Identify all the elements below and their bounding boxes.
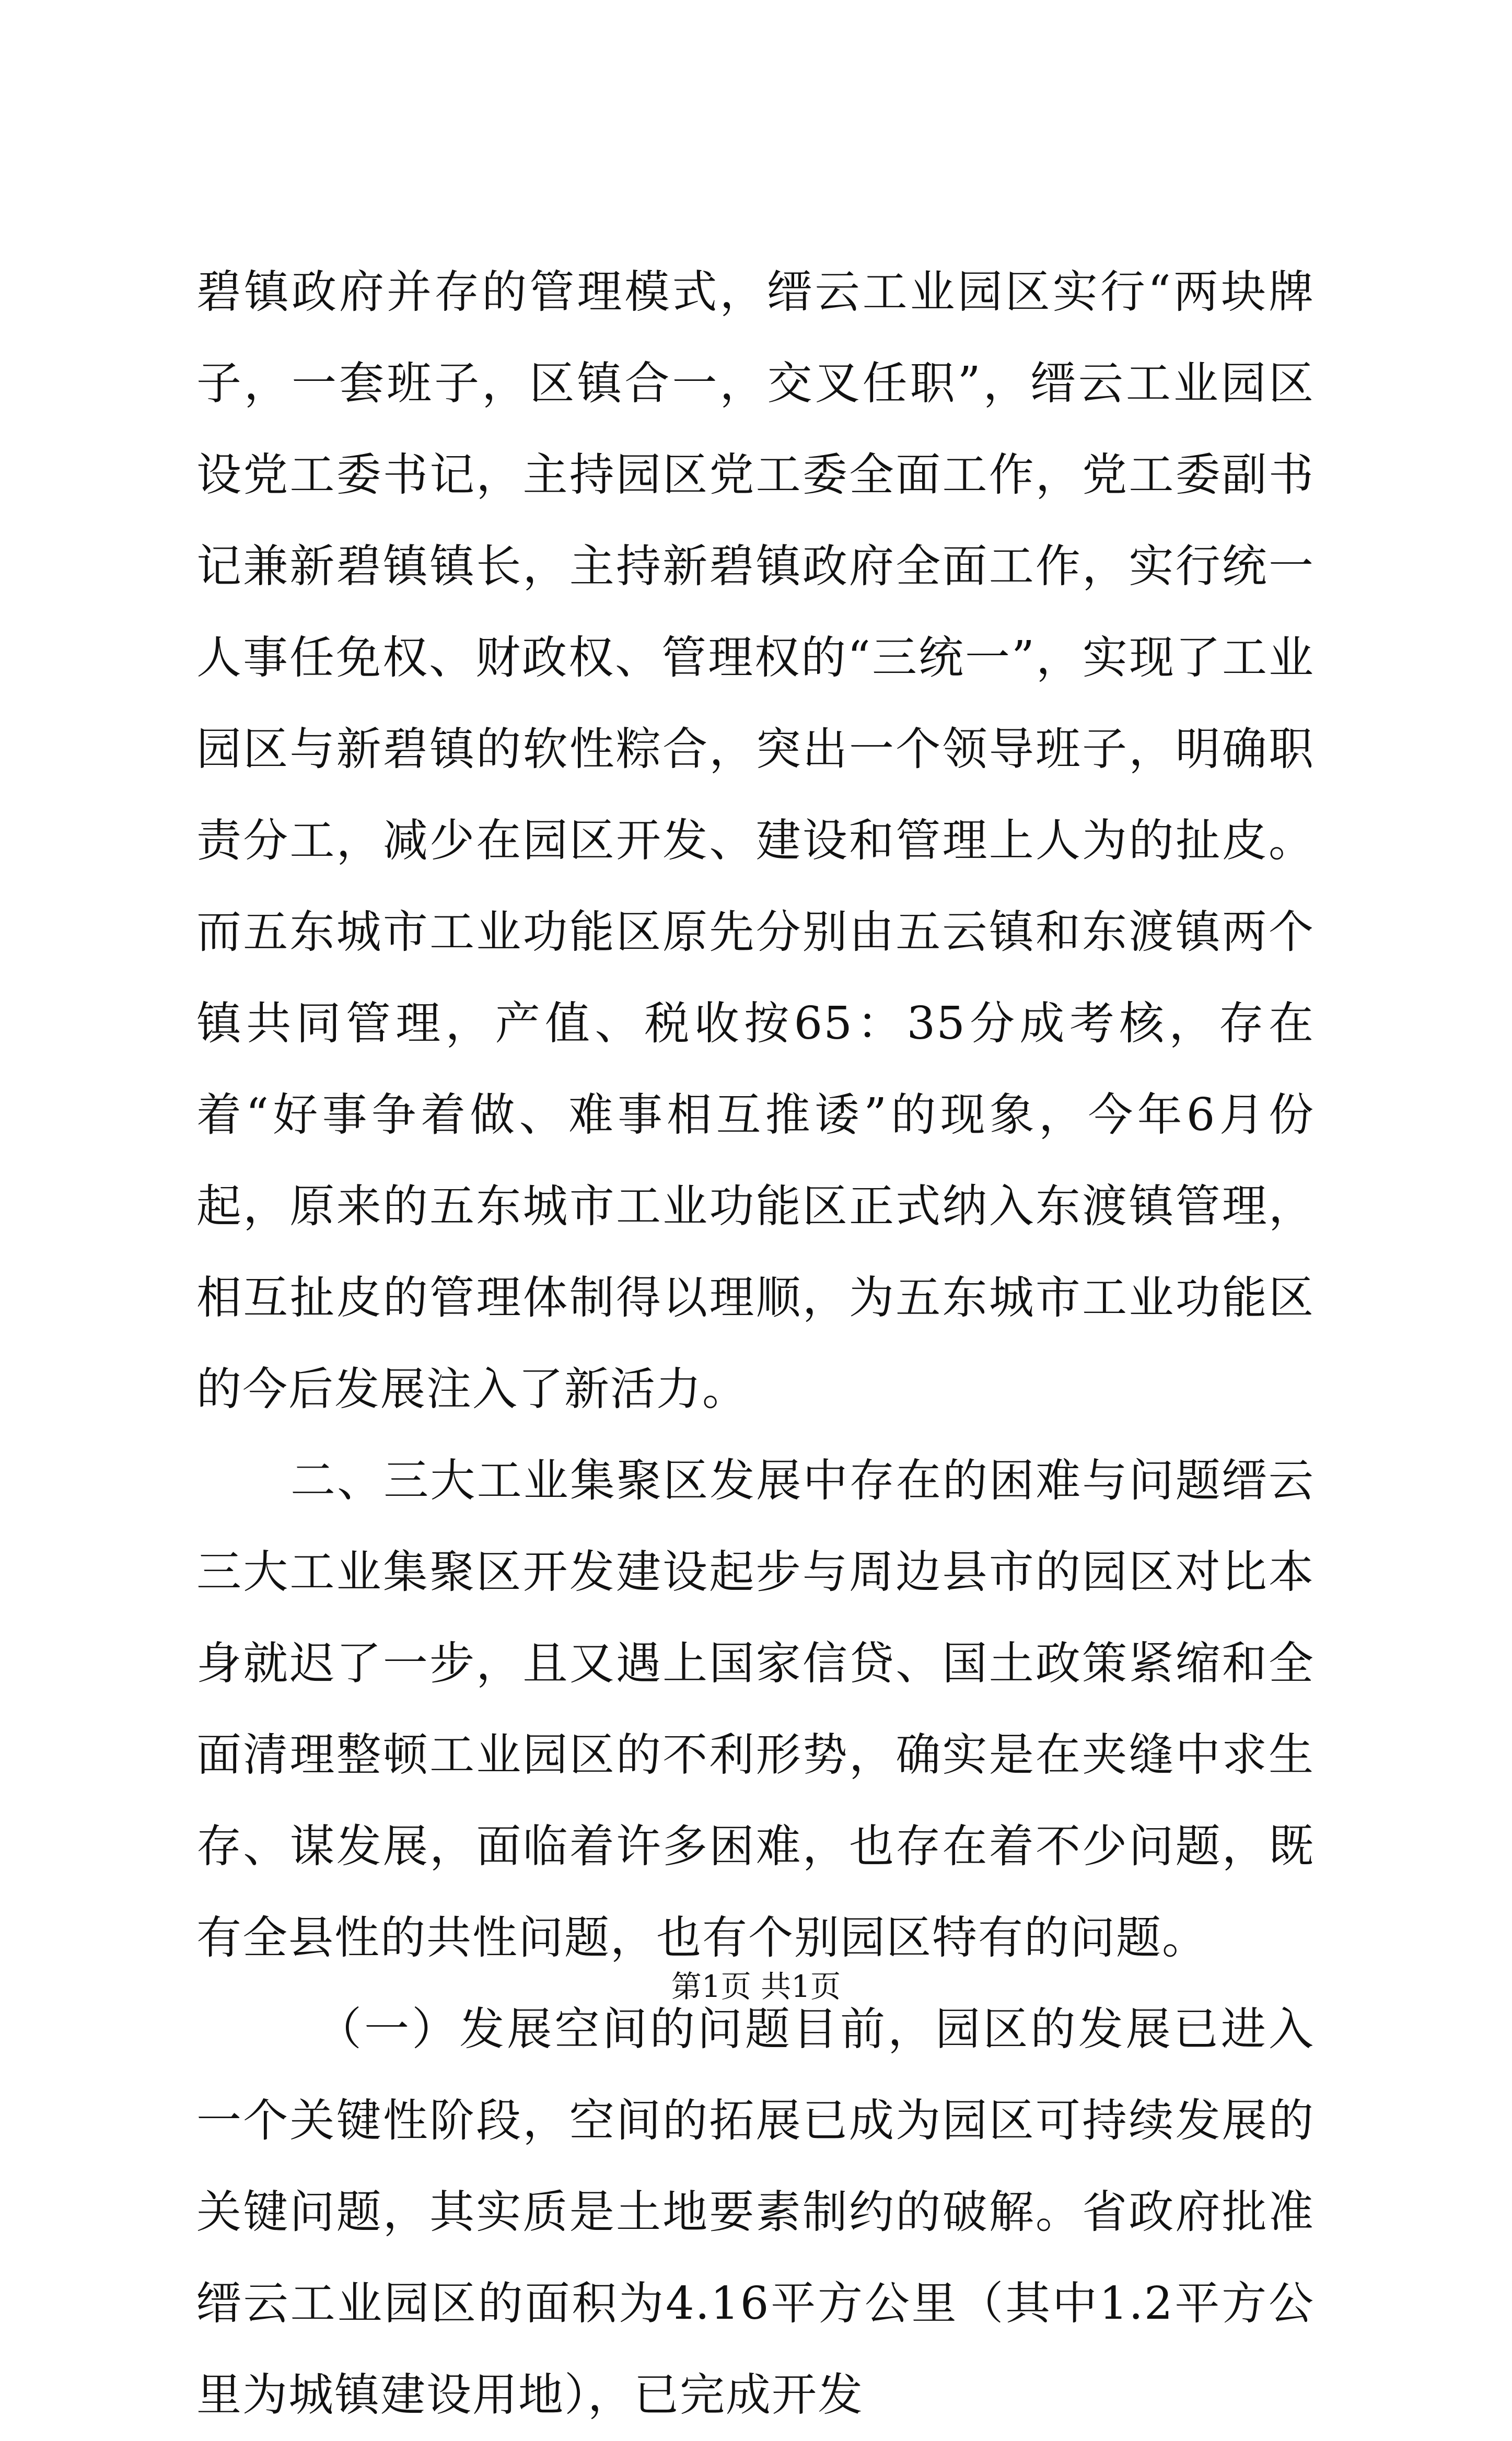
paragraph-continuation: 碧镇政府并存的管理模式，缙云工业园区实行“两块牌子，一套班子，区镇合一，交叉任职”，缙云工业园区设党工委书记，主持园区党工委全面工作，党工委副书记兼新碧镇镇长，主持新碧镇政府全面工作，实行统一人事任免权、财政权、管理权的“三统一”，实现了工业园区与新碧镇的软性粽合，突出一个领导班子，明确职责分工，减少在园区开发、建设和管理上人为的扯皮。而五东城市工业功能区原先分别由五云镇和东渡镇两个镇共同管理，产值、税收按65：35分成考核，存在着“好事争着做、难事相互推诿”的现象，今年6月份起，原来的五东城市工业功能区正式纳入东渡镇管理，相互扯皮的管理体制得以理顺，为五东城市工业功能区的今后发展注入了新活力。: [196, 266, 1315, 1415]
page-footer: 第1页 共1页: [671, 1969, 841, 2004]
paragraph-subsection-one: （一）发展空间的问题目前，园区的发展已进入一个关键性阶段，空间的拓展已成为园区可持续发展的关键问题，其实质是土地要素制约的破解。省政府批准缙云工业园区的面积为4.16平方公里（其中1.2平方公里为城镇建设用地），已完成开发: [196, 2003, 1315, 2421]
paragraph-section-two: 二、三大工业集聚区发展中存在的困难与问题缙云三大工业集聚区开发建设起步与周边县市的园区对比本身就迟了一步，且又遇上国家信贷、国土政策紧缩和全面清理整顿工业园区的不利形势，确实是在夹缝中求生存、谋发展，面临着许多困难，也存在着不少问题，既有全县性的共性问题，也有个别园区特有的问题。: [196, 1455, 1315, 1964]
document-body: [196, 247, 1315, 2441]
